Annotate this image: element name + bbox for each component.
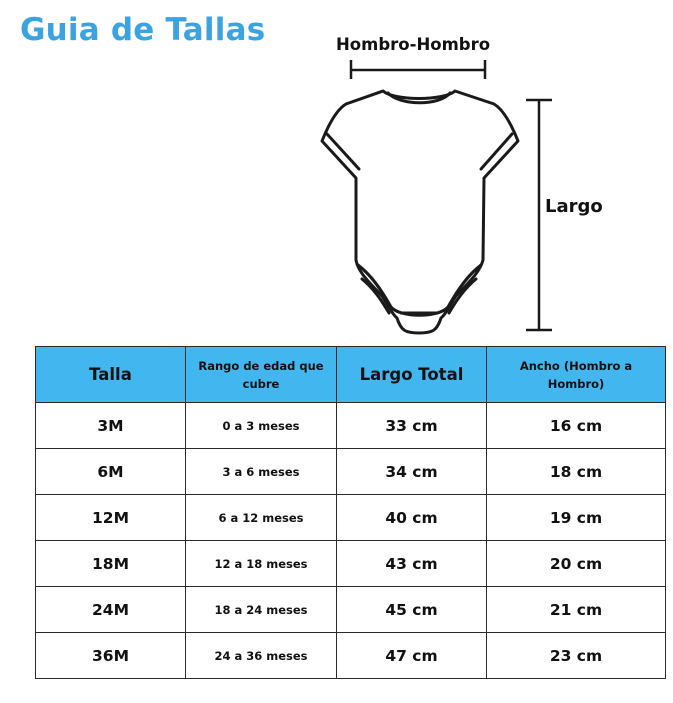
cell-talla: 18M	[36, 541, 186, 587]
cell-largo: 33 cm	[337, 403, 487, 449]
table-row	[36, 541, 666, 587]
shoulder-measure-line	[351, 60, 485, 79]
cell-talla: 24M	[36, 587, 186, 633]
table-header-row	[36, 347, 666, 403]
table-row	[36, 403, 666, 449]
cell-ancho: 23 cm	[487, 633, 666, 679]
cell-talla: 3M	[36, 403, 186, 449]
table-row	[36, 633, 666, 679]
cell-ancho: 18 cm	[487, 449, 666, 495]
page-title: Guia de Tallas	[20, 12, 266, 48]
cell-edad: 6 a 12 meses	[186, 495, 337, 541]
table-row	[36, 587, 666, 633]
size-table	[35, 346, 666, 679]
cell-ancho: 21 cm	[487, 587, 666, 633]
cell-edad: 0 a 3 meses	[186, 403, 337, 449]
cell-edad: 18 a 24 meses	[186, 587, 337, 633]
cell-largo: 40 cm	[337, 495, 487, 541]
cell-ancho: 19 cm	[487, 495, 666, 541]
baby-bodysuit-icon	[322, 91, 518, 333]
cell-talla: 36M	[36, 633, 186, 679]
header-talla: Talla	[36, 347, 186, 403]
cell-largo: 34 cm	[337, 449, 487, 495]
cell-talla: 6M	[36, 449, 186, 495]
cell-largo: 47 cm	[337, 633, 487, 679]
header-ancho: Ancho (Hombro a Hombro)	[487, 347, 666, 403]
header-largo-total: Largo Total	[337, 347, 487, 403]
table-row	[36, 449, 666, 495]
cell-largo: 45 cm	[337, 587, 487, 633]
cell-edad: 24 a 36 meses	[186, 633, 337, 679]
cell-ancho: 20 cm	[487, 541, 666, 587]
cell-edad: 12 a 18 meses	[186, 541, 337, 587]
length-label: Largo	[545, 196, 603, 217]
cell-ancho: 16 cm	[487, 403, 666, 449]
cell-edad: 3 a 6 meses	[186, 449, 337, 495]
header-rango-edad: Rango de edad que cubre	[186, 347, 337, 403]
table-row	[36, 495, 666, 541]
cell-talla: 12M	[36, 495, 186, 541]
cell-largo: 43 cm	[337, 541, 487, 587]
shoulder-label: Hombro-Hombro	[336, 35, 491, 54]
